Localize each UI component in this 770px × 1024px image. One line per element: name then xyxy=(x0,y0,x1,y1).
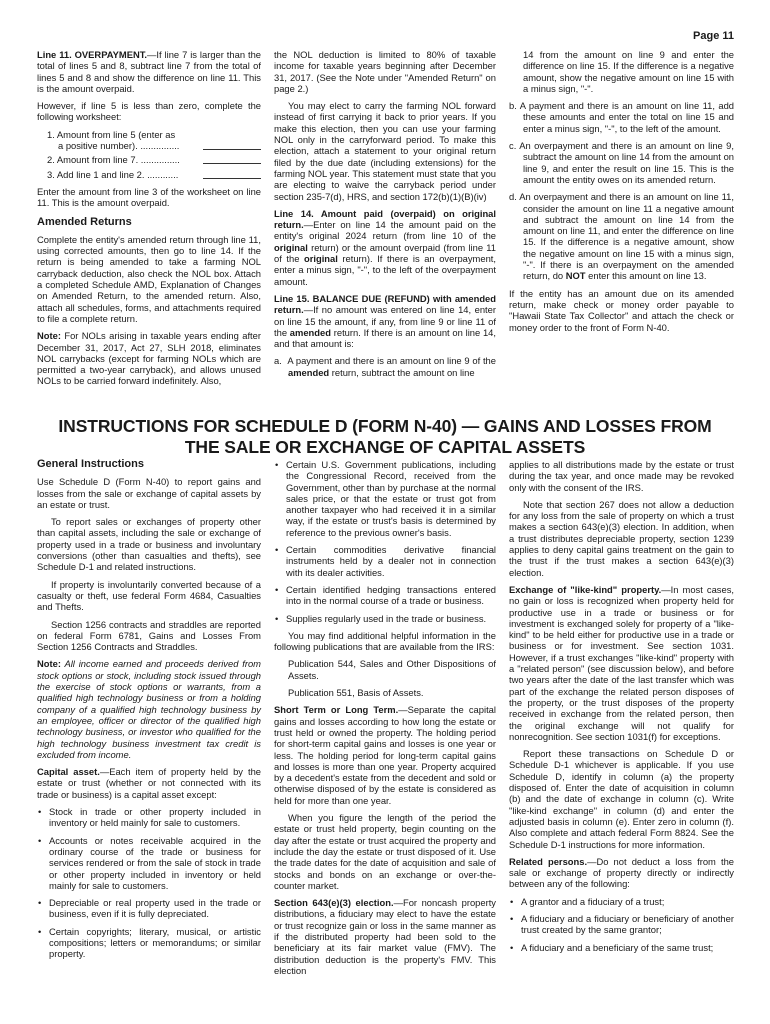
related-persons-text: —Do not deduct a loss from the sale or exchange of property directly or indirectly between any of the following: xyxy=(509,855,734,890)
line-15-heading: Line 15. BALANCE DUE (REFUND) with amended return. xyxy=(274,292,496,316)
general-p3: If property is involuntarily converted because of a casualty or theft, use federal Form 4684, Casualties and Thefts. xyxy=(37,578,261,613)
general-p2: To report sales or exchanges of property other than capital assets, including the sale or exchange of property used in a trade or business and involuntary conversions (other than casualties and thefts), see Schedule D-1 and related instructions. xyxy=(37,516,261,573)
page-number: Page 11 xyxy=(693,30,734,42)
publication-544: Publication 544, Sales and Other Dispositions of Assets. xyxy=(288,658,496,681)
note-label: Note: xyxy=(37,330,61,342)
overpayment-heading: Line 11. OVERPAYMENT. xyxy=(37,49,148,60)
item-c: c. An overpayment and there is an amount on line 9, subtract the amount on line 14 from the amount on line 9, and enter the result on line 15. This is the amount the entity owes on its amended return. xyxy=(509,140,734,185)
worksheet-blank-2 xyxy=(203,154,261,164)
top-column-3 xyxy=(509,49,734,339)
item-d-text-2: enter this amount on line 13. xyxy=(585,270,707,282)
section-643-heading: Section 643(e)(3) election. xyxy=(274,897,394,909)
line-14-text-a: —Enter on line 14 the amount paid on the entity's original 2024 return (from line 10 of the xyxy=(274,219,496,242)
like-kind-paragraph xyxy=(509,584,734,742)
capital-asset-paragraph xyxy=(37,766,261,800)
additional-info: You may find additional helpful information in the following publications that are available from the IRS: xyxy=(274,629,496,653)
farming-nol-text: You may elect to carry the farming NOL forward instead of first carrying it back to prior years. If you make this election, then you can use your farming NOL only in the carryforward period. To make this election, attach a statement to your original return filed by the due date (including extensions) for the farming NOL year. This statement must state that you are electing to waive the carryback period under section 235-7(d), HRS, and section 172(b)(1)(B)(iv) xyxy=(274,100,496,202)
section-643-text: —For noncash property distributions, a fiduciary may elect to have the estate or trust recognize gain or loss in the same manner as if the distributed property had been sold to the beneficiary at its fair market value (FMV). The distribution deduction is the property's FMV. This election xyxy=(274,897,496,976)
schedule-d-title xyxy=(34,416,736,458)
capital-asset-bullet: • Certain identified hedging transactions entered into in the normal course of a trade or business. xyxy=(274,584,496,607)
worksheet-row-3 xyxy=(47,169,261,180)
related-persons-heading: Related persons. xyxy=(509,855,588,867)
capital-asset-text: —Each item of property held by the estate or trust (whether or not connected with its trade or business) is a capital asset except: xyxy=(37,766,262,800)
capital-asset-bullet: • Accounts or notes receivable acquired in the ordinary course of the trade or business for services rendered or from the sale of stock in trade or other property included in inventory or held mainly for sale to customers. xyxy=(37,835,261,891)
general-instructions-heading: General Instructions xyxy=(37,458,144,470)
capital-asset-bullet: • Depreciable or real property used in the trade or business, even if it is fully depreciated. xyxy=(37,897,261,920)
related-persons-paragraph xyxy=(509,856,734,890)
short-long-term-heading: Short Term or Long Term. xyxy=(274,704,399,716)
line-15-amended: amended xyxy=(289,326,331,338)
publication-551: Publication 551, Basis of Assets. xyxy=(288,687,424,699)
general-p1: Use Schedule D (Form N-40) to report gains and losses from the sale or exchange of capital assets by an estate or trust. xyxy=(37,476,261,510)
line-15-text-a: —If no amount was entered on line 14, enter on line 15 the amount, if any, from line 9 or line 11 of the xyxy=(274,304,496,338)
line-14-text-c: return) or the amount overpaid (from line 11 of the xyxy=(274,241,496,265)
nol-limit-text: the NOL deduction is limited to 80% of taxable income for taxable years beginning after December 31, 2017. (See the Note under "Amended Return" on page 2.) xyxy=(274,49,496,94)
item-d-not: NOT xyxy=(565,270,586,282)
title-line-1: INSTRUCTIONS FOR SCHEDULE D (FORM N-40) — GAINS AND LOSSES FROM xyxy=(58,416,712,436)
capital-asset-heading: Capital asset. xyxy=(37,766,100,778)
line-15-paragraph xyxy=(274,293,496,349)
capital-asset-bullet: • Supplies regularly used in the trade or business. xyxy=(274,613,496,624)
related-persons-bullet: • A fiduciary and a beneficiary of the same trust; xyxy=(509,942,734,953)
related-persons-bullet: • A fiduciary and a fiduciary or beneficiary of another trust created by the same grantor; xyxy=(509,913,734,936)
bottom-column-2 xyxy=(274,459,496,982)
high-tech-note-label: Note: xyxy=(37,658,61,670)
short-long-term-text: —Separate the capital gains and losses according to how long the estate or trust held or owned the property. The holding period for short-term capital gains and losses is one year or less. The holding period for long-term capital gains and losses is more than one year. Property acquired by a decedent's estate from the decedent and sold or otherwise disposed of by the estate is considered as held for more than one year. xyxy=(274,704,496,806)
item-a-continued: 14 from the amount on line 9 and enter the difference on line 15. If the difference is a negative amount, show the negative amount on line 15 with a minus sign, "-". xyxy=(523,49,734,94)
worksheet-line-3: 3. Add line 1 and line 2. ............ xyxy=(47,168,179,180)
worksheet-line-1b: a positive number). ............... xyxy=(58,140,180,152)
item-d-text-1: d. An overpayment and there is an amount on line 11, consider the amount on line 11 a negative amount and subtract the amount on line 14 from the amount on line 11, and enter the difference on line 15. If the difference is a negative amount, show the negative amount on line 15 with a minus sign, "-". If there is an overpayment on the amended return, do xyxy=(509,191,734,282)
top-column-2 xyxy=(274,49,496,384)
capital-asset-bullet: • Certain copyrights; literary, musical, or artistic compositions; letters or memorandums; or similar property. xyxy=(37,926,261,960)
worksheet-after: Enter the amount from line 3 of the worksheet on line 11. This is the amount overpaid. xyxy=(37,185,261,209)
like-kind-text: —In most cases, no gain or loss is recognized when property held for productive use in a trade or business or for investment is exchanged solely for property of a "like-kind" to be held either for productive use in a trade or business or for investment. See section 1031. However, if a trust exchanges "like-kind" property with a "related person" (see discussion below), and before two years after the date of the last transfer which was part of the exchange the related person disposes of the property, or the trust disposes of the property received in exchange from the related person, then the original exchange will not qualify for nonrecognition. See section 1031(f) for exceptions. xyxy=(509,583,734,742)
note-text: For NOLs arising in taxable years ending after December 31, 2017, Act 27, SLH 2018, eliminates NOL carrybacks (except for farming NOLs which are permitted a two-year carryback), and allows unused NOLs to be carried forward indefinitely. Also, xyxy=(37,330,261,387)
related-persons-bullet: • A grantor and a fiduciary of a trust; xyxy=(509,896,734,907)
bottom-column-1 xyxy=(37,459,261,966)
high-tech-note-text: All income earned and proceeds derived from stock options or stock, including stock issued through the exercise of stock options or warrants, from a qualified high technology business or from a holding company of a qualified high technology business by an employee, officer or director of the qualified high technology business, or investor who qualified for the high technology business investment tax credit is excluded from income. xyxy=(37,658,261,760)
bottom-column-3 xyxy=(509,459,734,959)
worksheet-row-1 xyxy=(47,140,261,151)
short-long-term-paragraph xyxy=(274,704,496,806)
amended-returns-text: Complete the entity's amended return through line 11, using corrected amounts, then go to line 14. If the return is being amended to take a farming NOL carryback deduction, also check the NOL box. Attach a completed Schedule AMD, Explanation of Changes on Amended Return, to the amended return. Also, attach all schedules, forms, and attachments required to file a complete return. xyxy=(37,233,261,324)
amount-due-note: If the entity has an amount due on its amended return, make check or money order payable to "Hawaii State Tax Collector" and attach the check or money order to the front of Form N-40. xyxy=(509,287,734,333)
like-kind-heading: Exchange of "like-kind" property. xyxy=(509,583,662,595)
item-a-amended: amended xyxy=(288,366,330,378)
worksheet-line-2: 2. Amount from line 7. ............... xyxy=(47,154,180,166)
report-transactions-text: Report these transactions on Schedule D or Schedule D-1 whichever is applicable. If you use Schedule D, identify in column (a) the property disposed of. Enter the date of acquisition in column (b) and the date of exchange in column (c). Write "like-kind exchange" in column (d) and enter the adjusted basis in column (e). Enter zero in column (f). Also complete and attach federal Form 8824. See the Schedule D-1 instructions for more information. xyxy=(509,748,734,850)
item-b: b. A payment and there is an amount on line 11, add these amounts and enter the total on line 15 and enter a minus sign, "-", to the left of the amount. xyxy=(509,100,734,134)
line-14-heading: Line 14. Amount paid (overpaid) on original return. xyxy=(274,207,496,231)
item-a xyxy=(274,355,496,378)
title-line-2: THE SALE OR EXCHANGE OF CAPITAL ASSETS xyxy=(184,437,586,457)
line-15-text-c: return. If there is an amount on line 14, and that amount is: xyxy=(274,326,496,350)
line-14-original-2: original xyxy=(303,253,338,265)
high-tech-note xyxy=(37,658,261,760)
top-column-1 xyxy=(37,49,261,393)
capital-asset-bullet: • Certain commodities derivative financial instruments held by a dealer not in connection with its dealer activities. xyxy=(274,544,496,578)
item-a-label: a. xyxy=(274,355,282,367)
worksheet-blank-1 xyxy=(203,140,261,150)
worksheet-row-2 xyxy=(47,154,261,165)
overpayment-text: —If line 7 is larger than the total of lines 5 and 8, subtract line 7 from the total of lines 5 and 8 and show the difference on line 11. This is the amount overpaid. xyxy=(37,49,261,94)
line-14-text-e: return). If there is an overpayment, enter a minus sign, "-", to the left of the overpayment amount. xyxy=(274,253,497,287)
holding-period-text: When you figure the length of the period the estate or trust held property, begin counting on the day after the estate or trust acquired the property and include the day the estate or trust disposed of it. Use the trade dates for the date of acquisition and sale of stocks and bonds on an exchange or over-the-counter market. xyxy=(274,812,496,891)
worksheet xyxy=(37,129,261,180)
item-a-text-2: return, subtract the amount on line xyxy=(329,366,475,378)
item-d xyxy=(509,191,734,281)
election-continued: applies to all distributions made by the estate or trust during the tax year, and once made may be revoked only with the consent of the IRS. xyxy=(509,459,734,493)
line-14-original-1: original xyxy=(274,241,308,253)
item-a-text-1: A payment and there is an amount on line 9 of the xyxy=(287,355,496,367)
worksheet-blank-3 xyxy=(203,169,261,179)
worksheet-intro: However, if line 5 is less than zero, complete the following worksheet: xyxy=(37,100,261,123)
section-643-paragraph xyxy=(274,897,496,976)
section-267-note: Note that section 267 does not allow a deduction for any loss from the sale of property on which a trust makes a section 643(e)(3) election. In addition, when a trust distributes depreciable property, section 1239 applies to deny capital gains treatment on the gain to the trust if the trust makes a section 643(e)(3) election. xyxy=(509,498,734,578)
capital-asset-bullet: • Certain U.S. Government publications, including the Congressional Record, received from the Government, other than by purchase at the normal sales price, or that the estate or trust got from another taxpayer who had received it in a similar way, if the estate or trust's basis is determined by reference to the previous owner's basis. xyxy=(274,459,496,538)
capital-asset-bullet: • Stock in trade or other property included in inventory or held mainly for sale to customers. xyxy=(37,806,261,829)
nol-note xyxy=(37,330,261,386)
worksheet-line-1a: 1. Amount from line 5 (enter as xyxy=(47,128,176,140)
amended-returns-heading: Amended Returns xyxy=(37,215,132,228)
overpayment-paragraph xyxy=(37,49,261,94)
line-14-paragraph xyxy=(274,208,496,287)
general-p4: Section 1256 contracts and straddles are reported on federal Form 6781, Gains and Losses From Section 1256 Contracts and Straddles. xyxy=(37,618,261,653)
